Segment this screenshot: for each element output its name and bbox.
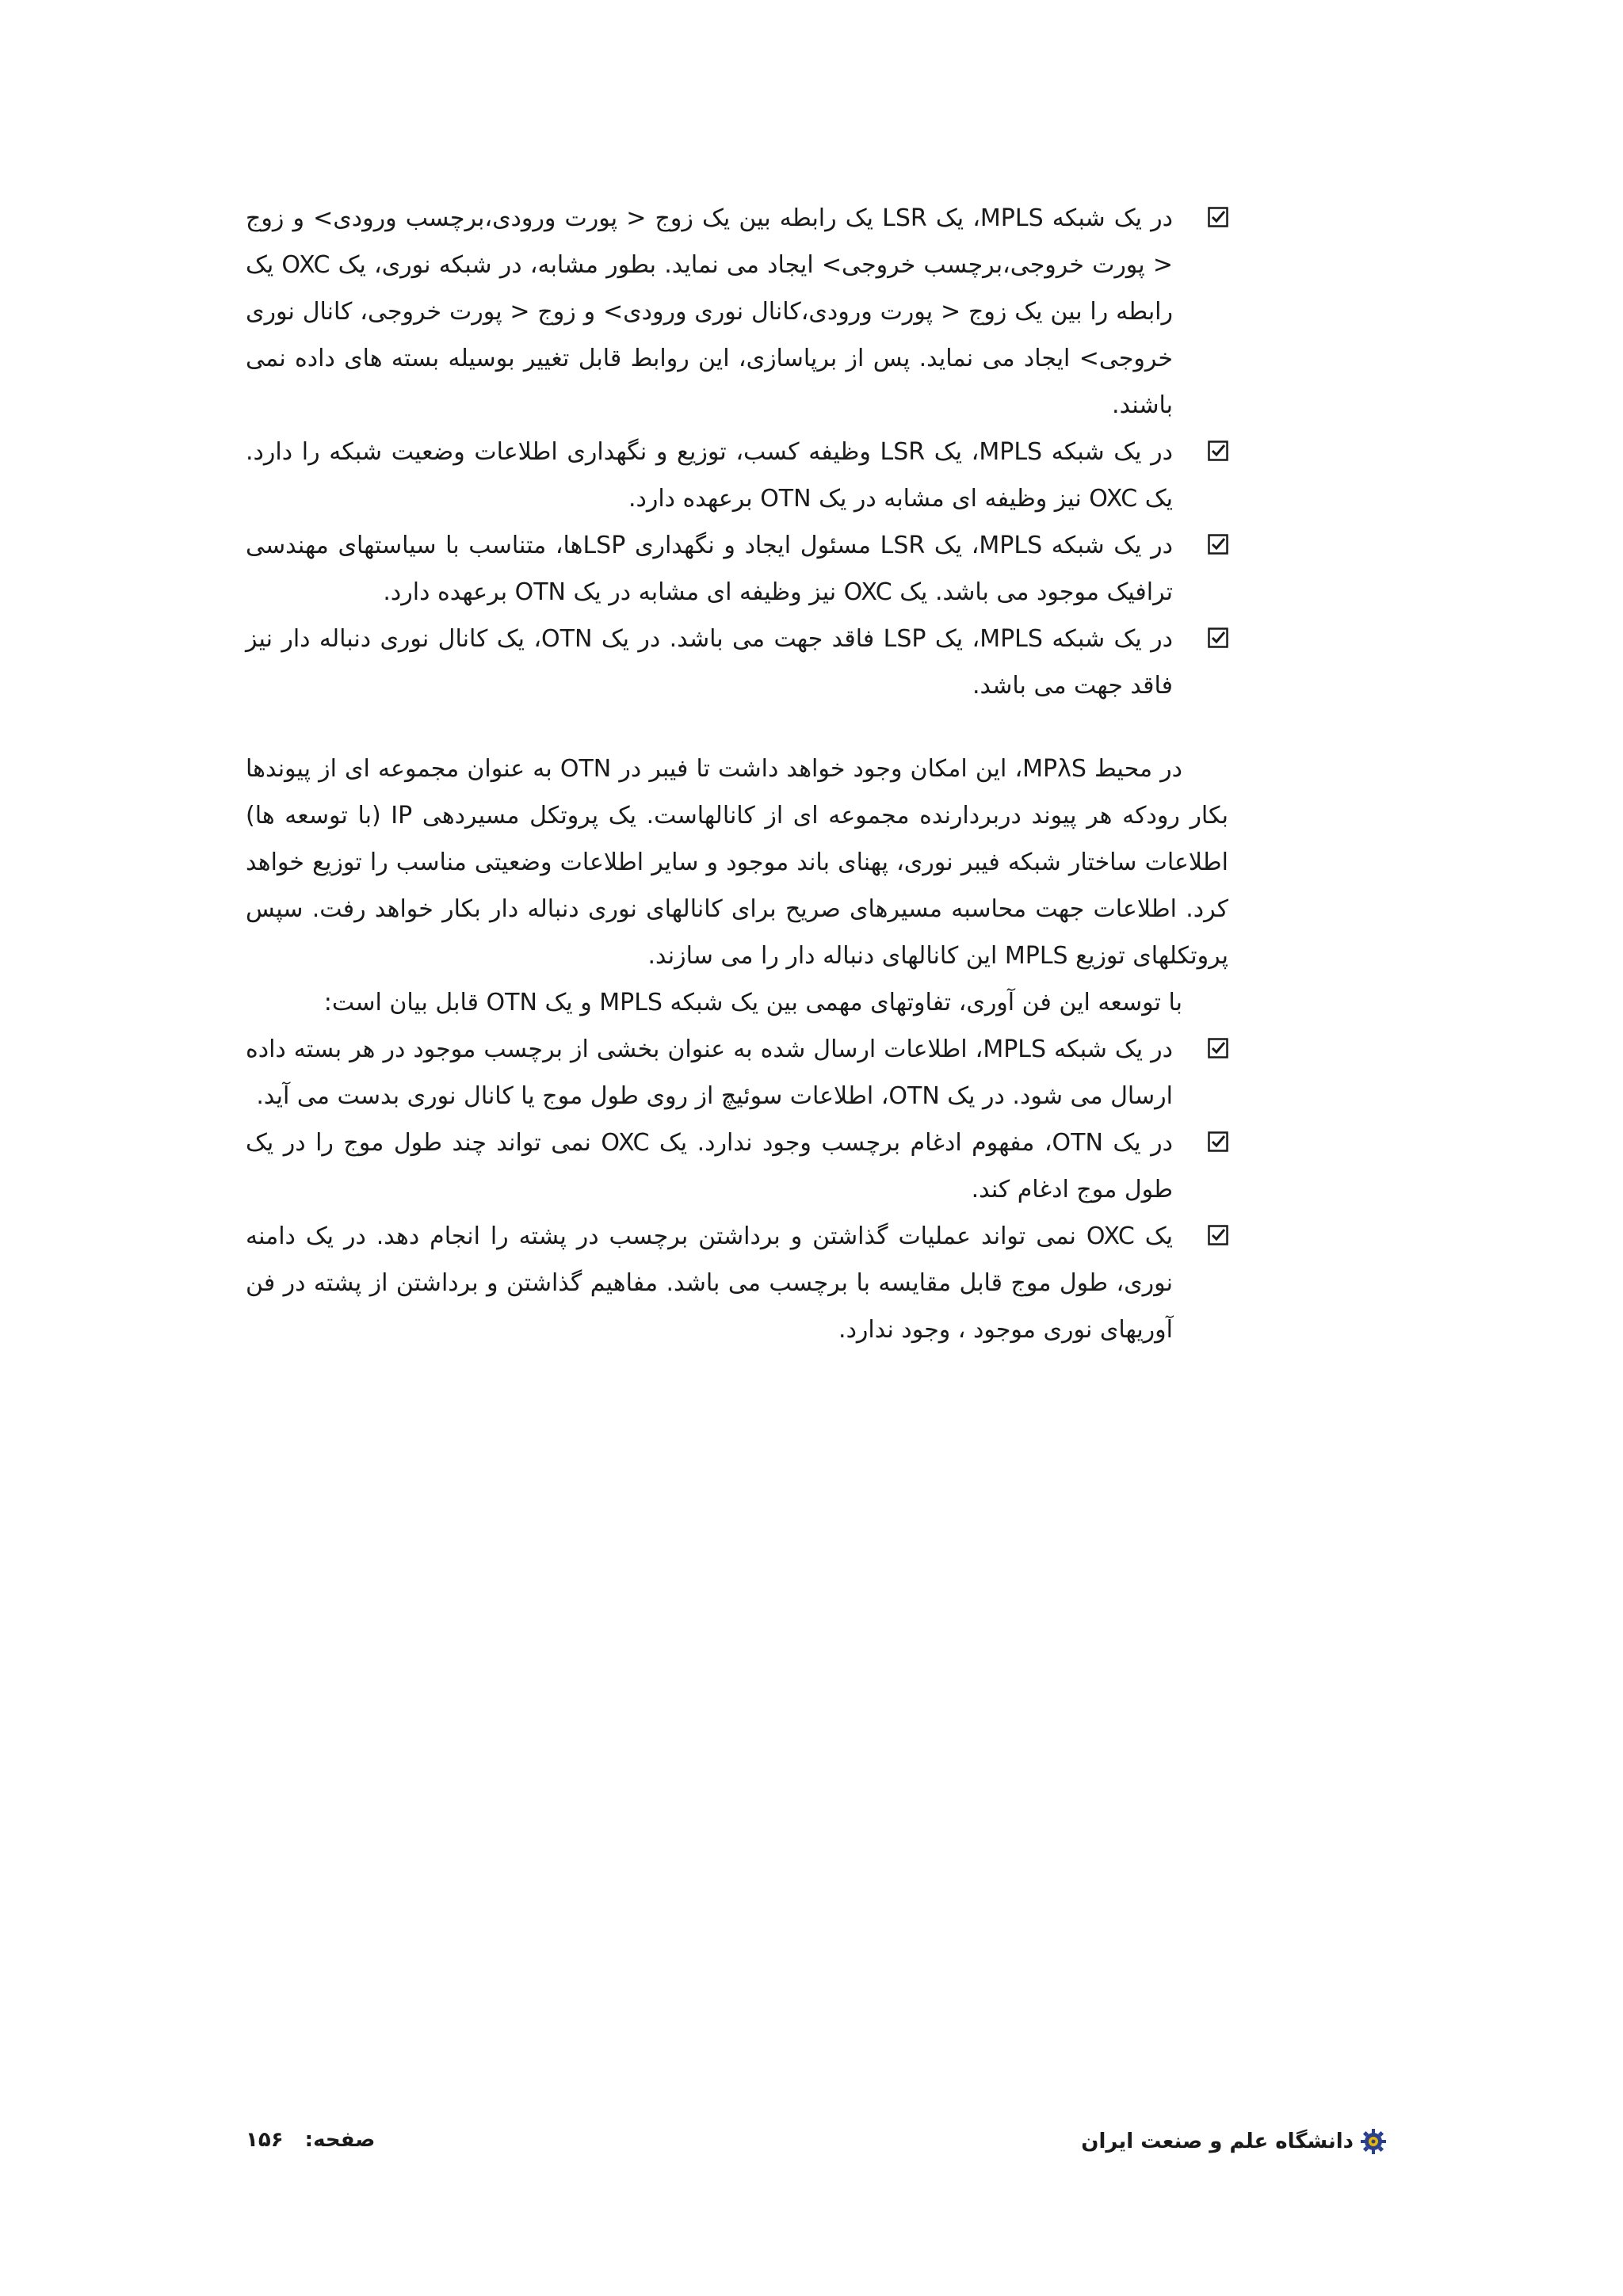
list-item-text: در یک شبکه MPLS، یک LSR یک رابطه بین یک زوج < پورت ورودی،برچسب ورودی> و زوج < پورت خروجی،برچسب خروجی> ایجاد می نماید. بطور مشابه، در شبکه نوری، یک OXC یک رابطه را بین یک زوج < پورت ورودی،کانال نوری ورودی> و زوج < پورت خروجی، کانال نوری خروجی> ایجاد می نماید. پس از برپاسازی، این روابط قابل تغییر بوسیله بسته های داده نمی باشند. xyxy=(246,204,1173,419)
list-item xyxy=(246,429,1228,522)
list-item xyxy=(246,616,1228,709)
comparison-list-2 xyxy=(246,1026,1228,1353)
list-item xyxy=(246,1026,1228,1119)
checkbox-icon xyxy=(1208,207,1228,227)
page-number: ۱۵۶ xyxy=(246,2128,284,2152)
list-item-text: در یک شبکه MPLS، اطلاعات ارسال شده به عنوان بخشی از برچسب موجود در هر بسته داده ارسال می شود. در یک OTN، اطلاعات سوئیچ از روی طول موج یا کانال نوری بدست می آید. xyxy=(246,1035,1174,1110)
checkbox-icon xyxy=(1208,534,1228,555)
list-item xyxy=(246,195,1228,429)
university-brand xyxy=(1081,2128,1387,2155)
list-item-text: در یک شبکه MPLS، یک LSR مسئول ایجاد و نگهداری LSPها، متناسب با سیاستهای مهندسی ترافیک موجود می باشد. یک OXC نیز وظیفه ای مشابه در یک OTN برعهده دارد. xyxy=(246,532,1173,606)
university-logo-icon xyxy=(1360,2128,1387,2155)
page-content xyxy=(246,195,1228,1353)
list-item xyxy=(246,1213,1228,1353)
university-name: دانشگاه علم و صنعت ایران xyxy=(1081,2130,1354,2153)
list-item-text: در یک شبکه MPLS، یک LSP فاقد جهت می باشد. در یک OTN، یک کانال نوری دنباله دار نیز فاقد جهت می باشد. xyxy=(246,625,1173,700)
page-label: صفحه: xyxy=(304,2128,376,2152)
list-item-text: در یک OTN، مفهوم ادغام برچسب وجود ندارد. یک OXC نمی تواند چند طول موج را در یک طول موج ادغام کند. xyxy=(246,1129,1173,1203)
checkbox-icon xyxy=(1208,441,1228,461)
list-item-text: در یک شبکه MPLS، یک LSR وظیفه کسب، توزیع و نگهداری اطلاعات وضعیت شبکه را دارد. یک OXC نیز وظیفه ای مشابه در یک OTN برعهده دارد. xyxy=(246,438,1173,513)
page-number-block xyxy=(246,2128,375,2152)
list-item xyxy=(246,522,1228,616)
comparison-list-1 xyxy=(246,195,1228,709)
checkbox-icon xyxy=(1208,627,1228,648)
list-item xyxy=(246,1119,1228,1213)
checkbox-icon xyxy=(1208,1225,1228,1245)
intro-sentence: با توسعه این فن آوری، تفاوتهای مهمی بین یک شبکه MPLS و یک OTN قابل بیان است: xyxy=(323,989,1182,1016)
checkbox-icon xyxy=(1208,1131,1228,1152)
list-item-text: یک OXC نمی تواند عملیات گذاشتن و برداشتن برچسب در پشته را انجام دهد. در یک دامنه نوری، طول موج قابل مقایسه با برچسب می باشد. مفاهیم گذاشتن و برداشتن از پشته در فن آوریهای نوری موجود ، وجود ندارد. xyxy=(246,1222,1173,1344)
body-paragraph: در محیط MPλS، این امکان وجود خواهد داشت تا فیبر در OTN به عنوان مجموعه ای از پیوندها بکار رودکه هر پیوند دربردارنده مجموعه ای از کانالهاست. یک پروتکل مسیردهی IP (با توسعه ها) اطلاعات ساختار شبکه فیبر نوری، پهنای باند موجود و سایر اطلاعات وضعیتی مناسب را توزیع خواهد کرد. اطلاعات جهت محاسبه مسیرهای صریح برای کانالهای نوری دنباله دار بکار خواهد رفت. سپس پروتکلهای توزیع MPLS این کانالهای دنباله دار را می سازند. xyxy=(246,755,1228,970)
checkbox-icon xyxy=(1208,1038,1228,1058)
